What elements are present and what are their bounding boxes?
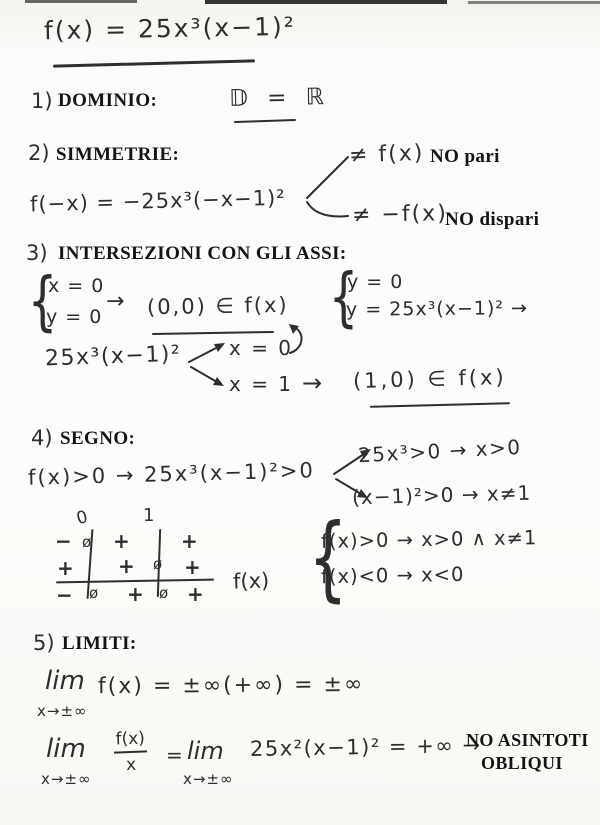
fork-lines-simmetrie <box>302 146 352 226</box>
sign-cell: + <box>127 582 144 606</box>
dominio-result: 𝔻 = ℝ <box>228 84 331 112</box>
intersection-origin-result: (0,0) ∈ f(x) <box>146 292 289 320</box>
cases-function-label: f(x) <box>232 568 270 594</box>
sign-chart-label-one: 1 <box>143 505 155 526</box>
section-segno-number: 4) <box>31 426 53 450</box>
sign-cell: − <box>56 583 73 607</box>
factored-expression: 25x³(x−1)² <box>44 341 182 372</box>
limit1-lim-word: lim <box>45 666 85 696</box>
limit2-equals: = <box>166 743 183 767</box>
limit2-fraction <box>113 728 148 775</box>
segno-branch-bottom: (x−1)²>0 → x≠1 <box>351 480 532 510</box>
section-limiti-heading: LIMITI: <box>62 633 137 654</box>
section-segno-heading: SEGNO: <box>60 428 136 449</box>
scan-edge-artifact <box>468 1 600 4</box>
system-a-line1: x = 0 <box>48 275 105 297</box>
fork-lines-roots <box>186 334 232 396</box>
curved-arrow-icon <box>286 322 308 356</box>
simmetrie-note-pari: NO pari <box>430 146 500 167</box>
system-a-line2: y = 0 <box>46 306 103 328</box>
system-b-line2: y = 25x³(x−1)² → <box>345 297 529 321</box>
segno-inequality: f(x)>0 → 25x³(x−1)²>0 <box>27 458 316 490</box>
fraction-numerator: f(x) <box>113 728 147 753</box>
sign-cell: − <box>55 529 72 553</box>
system-b-line1: y = 0 <box>347 271 404 293</box>
sign-cell: + <box>184 555 201 579</box>
limit2-lim-word: lim <box>46 734 86 764</box>
root-zero: x = 0 <box>229 336 294 360</box>
intersection-one-result: (1,0) ∈ f(x) <box>352 364 507 394</box>
segno-case-positive: f(x)>0 → x>0 ∧ x≠1 <box>320 526 538 553</box>
sign-chart-label-zero: 0 <box>74 506 90 530</box>
simmetrie-branch-top: ≠ f(x) <box>348 140 425 169</box>
section-intersezioni-number: 3) <box>26 241 48 265</box>
sign-cell: + <box>113 529 130 553</box>
system-a-brace: { <box>27 263 58 339</box>
section-dominio-heading: DOMINIO: <box>58 90 158 111</box>
root-one: x = 1 <box>229 372 294 396</box>
limit1-body: f(x) = ±∞(+∞) = ±∞ <box>97 671 365 700</box>
zero-marker: ø <box>153 555 163 573</box>
section-limiti-number: 5) <box>33 631 55 655</box>
limit2-subscript: x→±∞ <box>41 770 92 788</box>
scan-edge-artifact <box>25 0 137 3</box>
section-intersezioni-heading: INTERSEZIONI CON GLI ASSI: <box>58 243 347 264</box>
system-a-arrow: → <box>106 289 125 314</box>
one-result-underline <box>370 402 510 408</box>
title-underline <box>53 59 255 67</box>
system-b-brace: { <box>328 259 359 335</box>
segno-branch-top: 25x³>0 → x>0 <box>357 434 523 468</box>
section-simmetrie-heading: SIMMETRIE: <box>56 144 180 165</box>
section-simmetrie-number: 2) <box>28 141 50 165</box>
sign-cell: + <box>118 554 135 578</box>
root-one-arrow: → <box>302 369 323 397</box>
scan-edge-artifact <box>205 0 447 4</box>
title-formula: f(x) = 25x³(x−1)² <box>43 11 296 46</box>
simmetrie-formula: f(−x) = −25x³(−x−1)² <box>29 185 286 217</box>
segno-case-negative: f(x)<0 → x<0 <box>320 562 465 589</box>
limit2-lim-word-2: lim <box>187 737 224 765</box>
section-dominio-number: 1) <box>31 89 53 113</box>
simmetrie-branch-bottom: ≠ −f(x) <box>351 201 449 228</box>
simmetrie-note-dispari: NO dispari <box>445 209 540 230</box>
no-oblique-asymptotes-note-line1: NO ASINTOTI <box>466 730 589 750</box>
zero-marker: ø <box>89 584 99 602</box>
fraction-denominator: x <box>125 754 137 776</box>
sign-cell: + <box>187 582 204 606</box>
no-oblique-asymptotes-note-line2: OBLIQUI <box>481 753 563 773</box>
limit2-subscript-2: x→±∞ <box>183 770 234 788</box>
sign-cell: + <box>57 556 74 580</box>
dominio-underline <box>234 119 296 124</box>
zero-marker: ø <box>159 584 169 602</box>
limit2-body: 25x²(x−1)² = +∞ → <box>249 732 482 762</box>
zero-marker: ø <box>82 533 92 551</box>
limit1-subscript: x→±∞ <box>37 702 88 720</box>
sign-cell: + <box>181 529 198 553</box>
cases-brace: { <box>308 503 348 612</box>
